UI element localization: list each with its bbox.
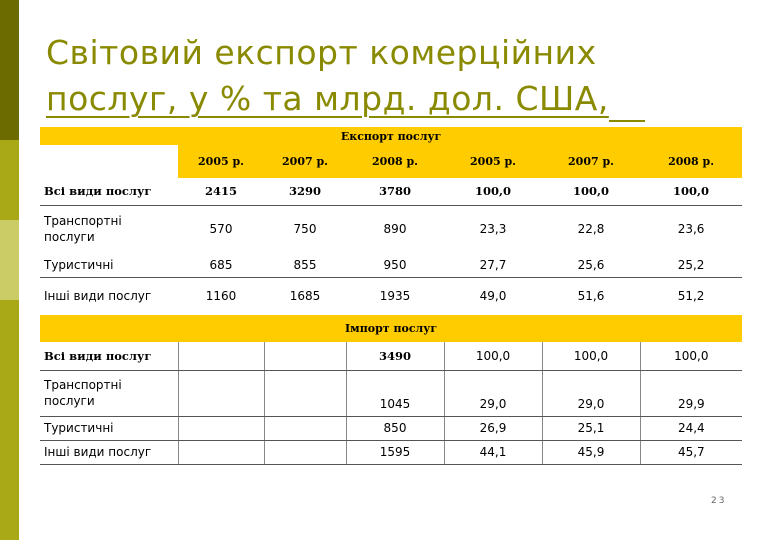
table-cell: 100,0 <box>542 342 640 370</box>
table-cell: 26,9 <box>444 416 542 440</box>
table-cell: 1685 <box>289 289 321 304</box>
table-cell: 1595 <box>346 440 444 464</box>
table-cell: 850 <box>346 416 444 440</box>
years-row <box>40 145 742 178</box>
table-cell <box>264 342 346 370</box>
year-header: 2007 р. <box>264 145 346 178</box>
row-label: Транспортні послуги <box>40 370 178 416</box>
import-heading-row <box>40 315 742 342</box>
table-cell: 1160 <box>205 289 237 304</box>
row-label: Інші види послуг <box>44 289 152 304</box>
table-cell: 100,0 <box>640 342 742 370</box>
table-cell: 855 <box>264 253 346 277</box>
export-heading-row <box>40 127 742 145</box>
row-label: Транспортні послуги <box>44 214 122 245</box>
table-cell: 2415 <box>178 178 264 205</box>
slide-title <box>46 30 746 122</box>
left-stripe-dark <box>0 0 19 140</box>
export-heading: Експорт послуг <box>40 127 742 145</box>
table-cell: 25,2 <box>640 253 742 277</box>
title-line-1: Світовий експорт комерційних <box>46 33 597 72</box>
table-cell: 25,6 <box>542 253 640 277</box>
table-row <box>40 253 742 277</box>
row-label: Туристичні <box>40 416 178 440</box>
table-cell: 51,2 <box>677 289 705 304</box>
table-row <box>40 342 742 370</box>
table-cell: 44,1 <box>444 440 542 464</box>
table-cell: 29,0 <box>444 370 542 416</box>
table-cell: 45,9 <box>542 440 640 464</box>
table-cell: 570 <box>209 222 233 237</box>
title-line-2: послуг, у % та млрд. дол. США, <box>46 79 609 118</box>
table-row <box>40 277 742 315</box>
table-cell: 29,9 <box>640 370 742 416</box>
year-header: 2005 р. <box>444 145 542 178</box>
year-header: 2008 р. <box>346 145 444 178</box>
table-cell: 100,0 <box>444 342 542 370</box>
table-cell: 950 <box>346 253 444 277</box>
row-label: Всі види послуг <box>40 342 178 370</box>
title-underline-tail <box>609 88 645 122</box>
table-cell: 3490 <box>346 342 444 370</box>
table-cell: 750 <box>293 222 317 237</box>
left-stripe-olive-bottom <box>0 300 19 540</box>
table-cell <box>178 370 264 416</box>
table-cell <box>264 440 346 464</box>
table-cell: 51,6 <box>577 289 605 304</box>
left-stripe-olive <box>0 140 19 220</box>
table-cell: 25,1 <box>542 416 640 440</box>
row-label: Всі види послуг <box>40 178 178 205</box>
table-cell <box>264 416 346 440</box>
page-number: 23 <box>711 496 727 506</box>
table-cell <box>178 440 264 464</box>
table-cell <box>264 370 346 416</box>
table-row <box>40 416 742 440</box>
table-cell: 100,0 <box>542 178 640 205</box>
table-cell: 100,0 <box>640 178 742 205</box>
import-heading: Імпорт послуг <box>40 315 742 342</box>
table-cell: 100,0 <box>444 178 542 205</box>
row-label: Туристичні <box>40 253 178 277</box>
table-cell: 1935 <box>379 289 411 304</box>
table-cell <box>178 416 264 440</box>
table-row <box>40 440 742 464</box>
table-cell: 24,4 <box>640 416 742 440</box>
table-cell: 890 <box>383 222 407 237</box>
table-cell <box>178 342 264 370</box>
table-row <box>40 370 742 416</box>
table-cell: 1045 <box>346 370 444 416</box>
table-cell: 22,8 <box>577 222 605 237</box>
year-header: 2005 р. <box>178 145 264 178</box>
table-row <box>40 205 742 253</box>
left-stripe-light <box>0 220 19 300</box>
table-cell: 23,3 <box>479 222 507 237</box>
table-cell: 3780 <box>346 178 444 205</box>
table-cell: 23,6 <box>677 222 705 237</box>
years-corner-cell <box>40 145 178 178</box>
table-cell: 45,7 <box>640 440 742 464</box>
year-header: 2007 р. <box>542 145 640 178</box>
table-cell: 49,0 <box>479 289 507 304</box>
table-cell: 27,7 <box>444 253 542 277</box>
table-cell: 3290 <box>264 178 346 205</box>
row-label: Інші види послуг <box>40 440 178 464</box>
table-cell: 685 <box>178 253 264 277</box>
table-row <box>40 178 742 205</box>
table-cell: 29,0 <box>542 370 640 416</box>
services-table <box>40 127 742 465</box>
year-header: 2008 р. <box>640 145 742 178</box>
